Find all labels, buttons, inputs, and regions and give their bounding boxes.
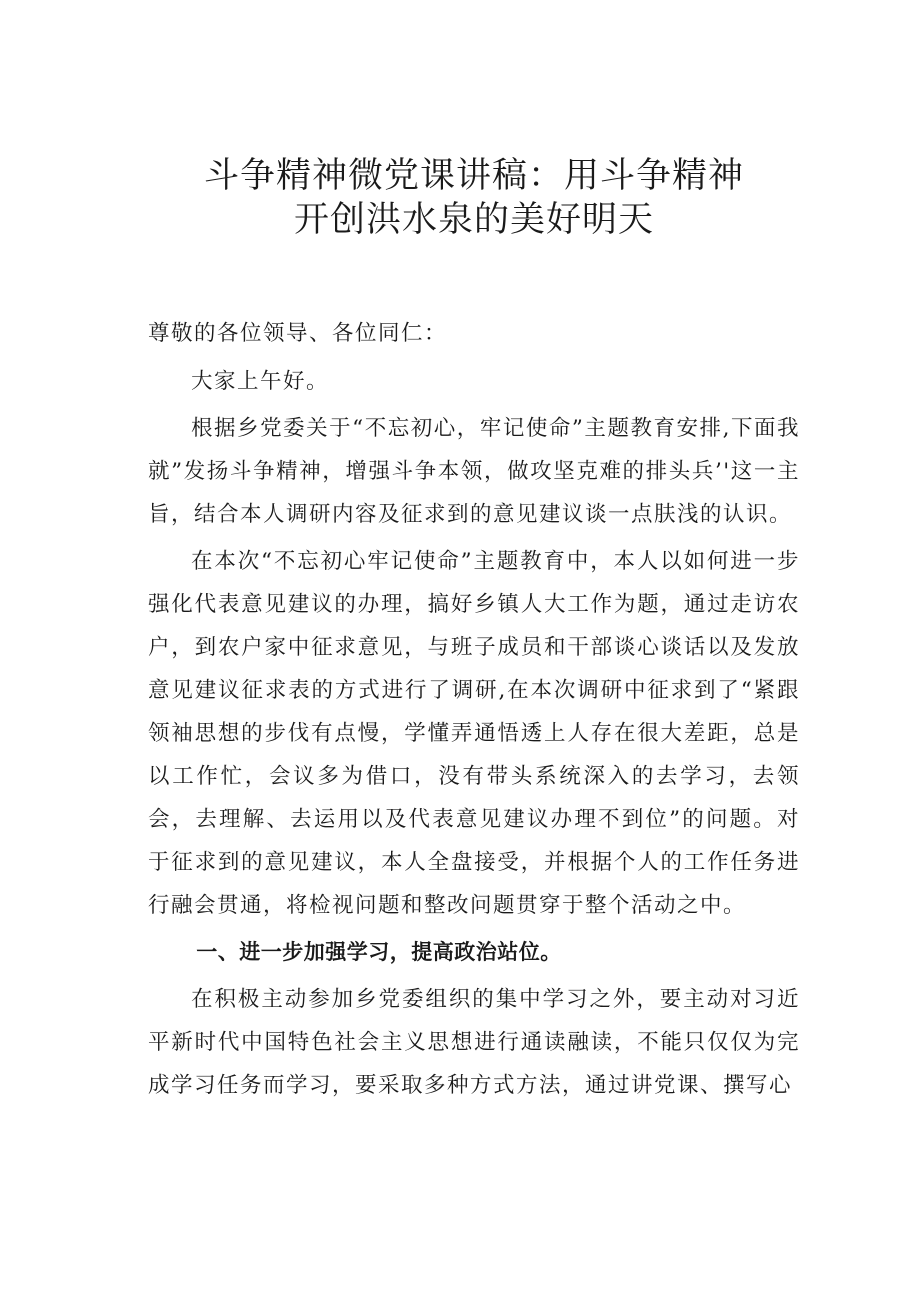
- title-line-2: 开创洪水泉的美好明天: [293, 200, 654, 240]
- paragraph-research: 在本次“不忘初心牢记使命”主题教育中，本人以如何进一步强化代表意见建议的办理，搞好乡镇人大工作为题，通过走访农户，到农户家中征求意见，与班子成员和干部谈心谈话以及发放意见建议征求表的方式进行了调研,在本次调研中征求到了“紧跟领袖思想的步伐有点慢，学懂弄通悟透上人存在很大差距，总是以工作忙，会议多为借口，没有带头系统深入的去学习，去领会，去理解、去运用以及代表意见建议办理不到位”的问题。对于征求到的意见建议，本人全盘接受，并根据个人的工作任务进行融会贯通，将检视问题和整改问题贯穿于整个活动之中。: [148, 549, 800, 918]
- document-title: [148, 154, 800, 242]
- title-line-1: 斗争精神微党课讲稿：用斗争精神: [203, 156, 744, 196]
- paragraph-study: 在积极主动参加乡党委组织的集中学习之外，要主动对习近平新时代中国特色社会主义思想进行通读融读，不能只仅仅为完成学习任务而学习，要采取多种方式方法，通过讲党课、撰写心: [148, 987, 800, 1098]
- paragraph-intro: 根据乡党委关于“不忘初心，牢记使命”主题教育安排,下面我就”发扬斗争精神，增强斗争本领，做攻坚克难的排头兵’'这一主旨，结合本人调研内容及征求到的意见建议谈一点肤浅的认识。: [148, 416, 800, 527]
- greeting: 大家上午好。: [191, 369, 330, 394]
- salutation: 尊敬的各位领导、各位同仁：: [148, 321, 448, 346]
- section-heading-1: 一、进一步加强学习，提高政治站位。: [196, 940, 562, 964]
